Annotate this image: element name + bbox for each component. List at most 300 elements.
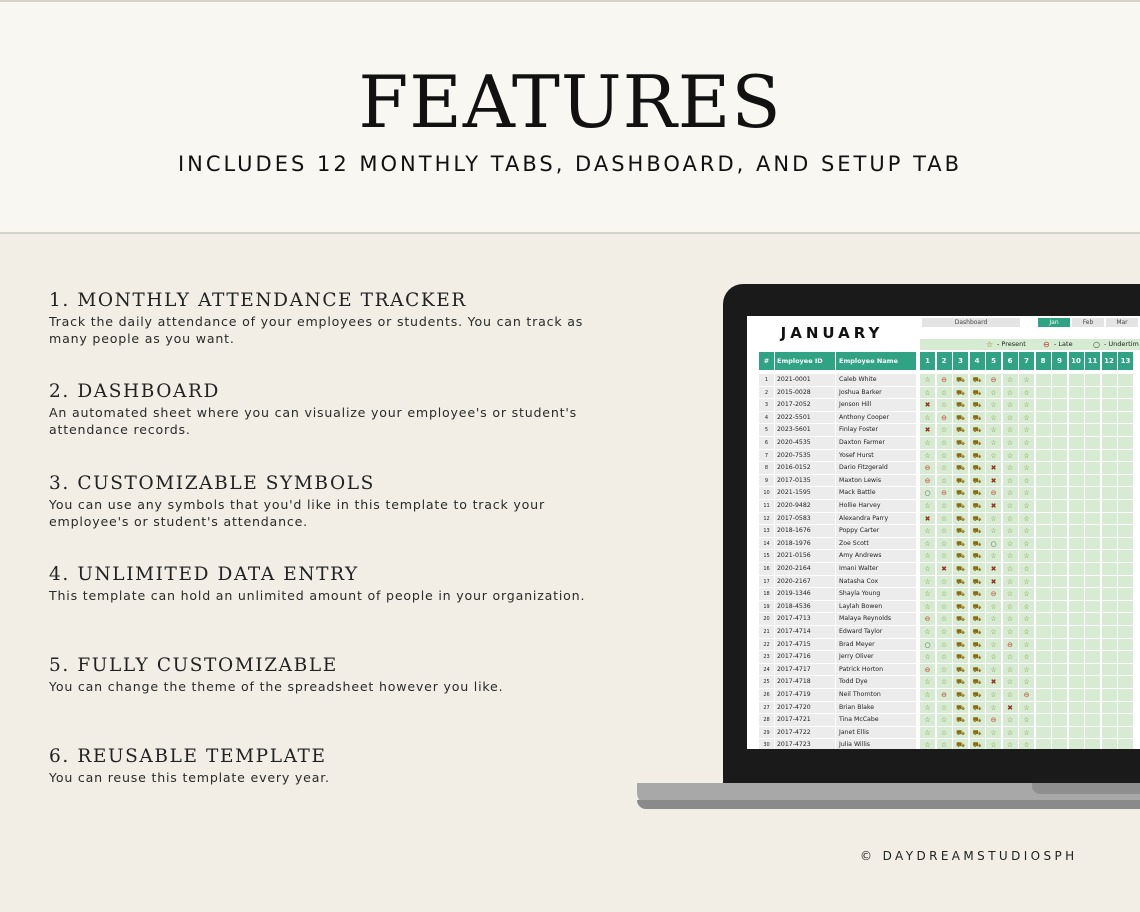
attendance-cell[interactable]	[1069, 475, 1085, 488]
attendance-cell[interactable]	[1052, 664, 1068, 677]
attendance-cell[interactable]: ⛟	[970, 538, 986, 551]
dashboard-tab[interactable]: Dashboard	[922, 318, 1020, 327]
attendance-cell[interactable]	[1069, 613, 1085, 626]
attendance-cell[interactable]	[1102, 437, 1118, 450]
attendance-cell[interactable]	[1069, 399, 1085, 412]
attendance-cell[interactable]: ⛟	[953, 576, 969, 589]
employee-id-cell[interactable]: 2017-4716	[775, 651, 835, 664]
attendance-cell[interactable]: ⛟	[953, 639, 969, 652]
attendance-cell[interactable]	[1085, 739, 1101, 749]
attendance-cell[interactable]	[1102, 689, 1118, 702]
attendance-cell[interactable]: ☆	[1019, 613, 1035, 626]
employee-name-cell[interactable]: Maxton Lewis	[836, 475, 916, 488]
attendance-cell[interactable]: ☆	[986, 639, 1002, 652]
attendance-cell[interactable]	[1069, 689, 1085, 702]
employee-id-cell[interactable]: 2017-4717	[775, 664, 835, 677]
attendance-cell[interactable]: ⛟	[970, 424, 986, 437]
attendance-cell[interactable]: ☆	[986, 437, 1002, 450]
attendance-cell[interactable]	[1052, 525, 1068, 538]
attendance-cell[interactable]: ☆	[920, 714, 936, 727]
employee-id-cell[interactable]: 2021-0001	[775, 374, 835, 387]
attendance-cell[interactable]	[1102, 676, 1118, 689]
attendance-cell[interactable]: ☆	[920, 550, 936, 563]
attendance-cell[interactable]	[1052, 450, 1068, 463]
attendance-cell[interactable]: ☆	[1019, 563, 1035, 576]
attendance-cell[interactable]: ⛟	[953, 588, 969, 601]
attendance-cell[interactable]: ☆	[920, 626, 936, 639]
employee-id-cell[interactable]: 2017-2052	[775, 399, 835, 412]
attendance-cell[interactable]: ☆	[1003, 727, 1019, 740]
attendance-cell[interactable]: ☆	[986, 739, 1002, 749]
attendance-cell[interactable]: ⊖	[1019, 689, 1035, 702]
attendance-cell[interactable]: ✖	[937, 563, 953, 576]
attendance-cell[interactable]: ☆	[1003, 487, 1019, 500]
attendance-cell[interactable]: ⛟	[953, 563, 969, 576]
attendance-cell[interactable]: ⛟	[953, 613, 969, 626]
attendance-cell[interactable]: ⛟	[953, 664, 969, 677]
day-header[interactable]: 3	[953, 352, 969, 370]
attendance-cell[interactable]: ☆	[937, 475, 953, 488]
attendance-cell[interactable]	[1069, 626, 1085, 639]
attendance-cell[interactable]	[1052, 727, 1068, 740]
attendance-cell[interactable]	[1052, 387, 1068, 400]
attendance-cell[interactable]	[1102, 462, 1118, 475]
attendance-cell[interactable]	[1085, 525, 1101, 538]
attendance-cell[interactable]	[1052, 500, 1068, 513]
attendance-cell[interactable]: ☆	[1019, 513, 1035, 526]
day-header[interactable]: 13	[1118, 352, 1134, 370]
attendance-cell[interactable]	[1102, 651, 1118, 664]
attendance-cell[interactable]: ☆	[1003, 613, 1019, 626]
attendance-cell[interactable]: ⛟	[953, 412, 969, 425]
attendance-cell[interactable]: ⛟	[970, 513, 986, 526]
attendance-cell[interactable]	[1036, 437, 1052, 450]
employee-name-cell[interactable]: Finlay Foster	[836, 424, 916, 437]
attendance-cell[interactable]: ☆	[1003, 676, 1019, 689]
attendance-cell[interactable]	[1118, 563, 1134, 576]
attendance-cell[interactable]: ☆	[1003, 525, 1019, 538]
employee-id-cell[interactable]: 2019-1346	[775, 588, 835, 601]
attendance-cell[interactable]: ⛟	[953, 739, 969, 749]
attendance-cell[interactable]: ☆	[1003, 500, 1019, 513]
attendance-cell[interactable]	[1069, 437, 1085, 450]
attendance-cell[interactable]	[1085, 576, 1101, 589]
attendance-cell[interactable]: ☆	[1003, 714, 1019, 727]
attendance-cell[interactable]: ✖	[920, 424, 936, 437]
attendance-cell[interactable]: ⛟	[953, 601, 969, 614]
attendance-cell[interactable]	[1036, 576, 1052, 589]
attendance-cell[interactable]: ☆	[1019, 651, 1035, 664]
attendance-cell[interactable]: ⛟	[953, 702, 969, 715]
attendance-cell[interactable]: ⛟	[953, 387, 969, 400]
attendance-cell[interactable]: ☆	[986, 450, 1002, 463]
attendance-cell[interactable]	[1052, 399, 1068, 412]
attendance-cell[interactable]: ☆	[1019, 424, 1035, 437]
attendance-cell[interactable]: ☆	[1003, 450, 1019, 463]
attendance-cell[interactable]: ⛟	[953, 727, 969, 740]
attendance-cell[interactable]	[1052, 626, 1068, 639]
attendance-cell[interactable]: ⛟	[953, 525, 969, 538]
attendance-cell[interactable]	[1118, 626, 1134, 639]
attendance-cell[interactable]: ☆	[937, 601, 953, 614]
attendance-cell[interactable]: ☆	[920, 437, 936, 450]
attendance-cell[interactable]	[1036, 639, 1052, 652]
attendance-cell[interactable]	[1085, 727, 1101, 740]
attendance-cell[interactable]: ⛟	[970, 563, 986, 576]
attendance-cell[interactable]: ⛟	[953, 513, 969, 526]
attendance-cell[interactable]: ✖	[986, 576, 1002, 589]
attendance-cell[interactable]	[1036, 563, 1052, 576]
attendance-cell[interactable]	[1118, 727, 1134, 740]
attendance-cell[interactable]	[1085, 563, 1101, 576]
attendance-cell[interactable]	[1118, 374, 1134, 387]
attendance-cell[interactable]	[1102, 513, 1118, 526]
employee-id-cell[interactable]: 2017-4720	[775, 702, 835, 715]
attendance-cell[interactable]: ⛟	[953, 437, 969, 450]
attendance-cell[interactable]: ☆	[1019, 626, 1035, 639]
attendance-cell[interactable]	[1118, 664, 1134, 677]
attendance-cell[interactable]	[1052, 374, 1068, 387]
attendance-cell[interactable]	[1085, 714, 1101, 727]
attendance-cell[interactable]: ⛟	[953, 475, 969, 488]
attendance-cell[interactable]	[1069, 664, 1085, 677]
attendance-cell[interactable]	[1036, 702, 1052, 715]
attendance-cell[interactable]: ☆	[1003, 664, 1019, 677]
attendance-cell[interactable]: ⛟	[970, 702, 986, 715]
attendance-cell[interactable]	[1118, 739, 1134, 749]
day-header[interactable]: 2	[937, 352, 953, 370]
attendance-cell[interactable]: ⊖	[986, 588, 1002, 601]
attendance-cell[interactable]: ⛟	[970, 576, 986, 589]
attendance-cell[interactable]	[1085, 702, 1101, 715]
attendance-cell[interactable]: ⛟	[953, 462, 969, 475]
attendance-cell[interactable]: ☆	[1003, 601, 1019, 614]
col-header-employee-name[interactable]: Employee Name	[836, 352, 917, 370]
attendance-cell[interactable]: ⛟	[970, 475, 986, 488]
attendance-cell[interactable]: ☆	[920, 500, 936, 513]
attendance-cell[interactable]: ☆	[920, 374, 936, 387]
attendance-cell[interactable]: ☆	[1019, 412, 1035, 425]
attendance-cell[interactable]	[1102, 639, 1118, 652]
attendance-cell[interactable]: ⊖	[920, 462, 936, 475]
employee-id-cell[interactable]: 2017-4718	[775, 676, 835, 689]
attendance-cell[interactable]	[1085, 450, 1101, 463]
attendance-cell[interactable]	[1085, 639, 1101, 652]
attendance-cell[interactable]	[1102, 475, 1118, 488]
day-header[interactable]: 6	[1003, 352, 1019, 370]
attendance-cell[interactable]: ⛟	[953, 374, 969, 387]
attendance-cell[interactable]: ⊖	[1003, 639, 1019, 652]
employee-id-cell[interactable]: 2018-1976	[775, 538, 835, 551]
attendance-cell[interactable]: ✖	[986, 462, 1002, 475]
attendance-cell[interactable]	[1036, 626, 1052, 639]
attendance-cell[interactable]: ☆	[920, 563, 936, 576]
attendance-cell[interactable]	[1052, 588, 1068, 601]
attendance-cell[interactable]: ⛟	[970, 450, 986, 463]
attendance-cell[interactable]: ☆	[986, 702, 1002, 715]
employee-name-cell[interactable]: Dario Fitzgerald	[836, 462, 916, 475]
attendance-cell[interactable]: ⛟	[953, 487, 969, 500]
employee-name-cell[interactable]: Laylah Bowen	[836, 601, 916, 614]
attendance-cell[interactable]: ☆	[1019, 487, 1035, 500]
attendance-cell[interactable]	[1085, 613, 1101, 626]
attendance-cell[interactable]: ☆	[920, 727, 936, 740]
employee-id-cell[interactable]: 2020-4535	[775, 437, 835, 450]
attendance-cell[interactable]: ☆	[937, 399, 953, 412]
attendance-cell[interactable]	[1069, 525, 1085, 538]
month-tab-feb[interactable]: Feb	[1072, 318, 1104, 327]
attendance-cell[interactable]	[1052, 538, 1068, 551]
employee-name-cell[interactable]: Zoe Scott	[836, 538, 916, 551]
attendance-cell[interactable]	[1085, 387, 1101, 400]
employee-id-cell[interactable]: 2017-0135	[775, 475, 835, 488]
attendance-cell[interactable]: ⛟	[970, 676, 986, 689]
employee-id-cell[interactable]: 2017-0583	[775, 513, 835, 526]
attendance-cell[interactable]: ☆	[920, 676, 936, 689]
attendance-cell[interactable]	[1036, 475, 1052, 488]
attendance-cell[interactable]: ⛟	[970, 374, 986, 387]
attendance-cell[interactable]: ✖	[986, 563, 1002, 576]
attendance-cell[interactable]	[1069, 412, 1085, 425]
attendance-cell[interactable]	[1085, 412, 1101, 425]
attendance-cell[interactable]: ⊖	[937, 689, 953, 702]
attendance-cell[interactable]	[1102, 563, 1118, 576]
attendance-cell[interactable]: ☆	[1003, 538, 1019, 551]
attendance-cell[interactable]: ☆	[1003, 387, 1019, 400]
attendance-cell[interactable]	[1036, 525, 1052, 538]
attendance-cell[interactable]	[1036, 399, 1052, 412]
attendance-cell[interactable]	[1069, 651, 1085, 664]
attendance-cell[interactable]	[1085, 462, 1101, 475]
employee-name-cell[interactable]: Neil Thornton	[836, 689, 916, 702]
attendance-cell[interactable]	[1052, 739, 1068, 749]
day-header[interactable]: 10	[1069, 352, 1085, 370]
attendance-cell[interactable]: ☆	[937, 500, 953, 513]
attendance-cell[interactable]	[1118, 689, 1134, 702]
attendance-cell[interactable]	[1069, 739, 1085, 749]
attendance-cell[interactable]	[1069, 702, 1085, 715]
employee-name-cell[interactable]: Mack Battle	[836, 487, 916, 500]
attendance-cell[interactable]: ⊖	[986, 487, 1002, 500]
attendance-cell[interactable]	[1036, 676, 1052, 689]
attendance-cell[interactable]: ☆	[1003, 626, 1019, 639]
attendance-cell[interactable]: ☆	[920, 651, 936, 664]
attendance-cell[interactable]: ☆	[1019, 387, 1035, 400]
attendance-cell[interactable]	[1102, 487, 1118, 500]
attendance-cell[interactable]	[1085, 374, 1101, 387]
attendance-cell[interactable]: ☆	[937, 676, 953, 689]
attendance-cell[interactable]: ☆	[986, 601, 1002, 614]
attendance-cell[interactable]: ☆	[1003, 563, 1019, 576]
attendance-cell[interactable]: ☆	[920, 538, 936, 551]
employee-name-cell[interactable]: Daxton Farmer	[836, 437, 916, 450]
attendance-cell[interactable]	[1118, 651, 1134, 664]
attendance-cell[interactable]	[1102, 601, 1118, 614]
attendance-cell[interactable]: ☆	[937, 550, 953, 563]
attendance-cell[interactable]	[1069, 538, 1085, 551]
employee-name-cell[interactable]: Joshua Barker	[836, 387, 916, 400]
attendance-cell[interactable]	[1102, 714, 1118, 727]
attendance-cell[interactable]	[1102, 613, 1118, 626]
attendance-cell[interactable]: ☆	[937, 525, 953, 538]
attendance-cell[interactable]	[1118, 462, 1134, 475]
attendance-cell[interactable]: ⊖	[920, 475, 936, 488]
attendance-cell[interactable]	[1036, 651, 1052, 664]
attendance-cell[interactable]: ☆	[1019, 450, 1035, 463]
attendance-cell[interactable]: ☆	[1019, 639, 1035, 652]
attendance-cell[interactable]: ☆	[920, 601, 936, 614]
attendance-cell[interactable]: ☆	[937, 651, 953, 664]
attendance-cell[interactable]: ⛟	[970, 664, 986, 677]
attendance-cell[interactable]: ⛟	[953, 500, 969, 513]
attendance-cell[interactable]	[1085, 513, 1101, 526]
attendance-cell[interactable]	[1102, 739, 1118, 749]
attendance-cell[interactable]: ⛟	[970, 550, 986, 563]
attendance-cell[interactable]	[1085, 500, 1101, 513]
attendance-cell[interactable]	[1052, 437, 1068, 450]
attendance-cell[interactable]: ⊖	[937, 487, 953, 500]
attendance-cell[interactable]	[1069, 676, 1085, 689]
employee-name-cell[interactable]: Alexandra Parry	[836, 513, 916, 526]
attendance-cell[interactable]	[1118, 412, 1134, 425]
attendance-cell[interactable]	[1036, 588, 1052, 601]
attendance-cell[interactable]: ☆	[920, 702, 936, 715]
attendance-cell[interactable]: ☆	[920, 525, 936, 538]
attendance-cell[interactable]	[1036, 739, 1052, 749]
attendance-cell[interactable]	[1102, 374, 1118, 387]
attendance-cell[interactable]: ⛟	[970, 639, 986, 652]
attendance-cell[interactable]: ☆	[1019, 588, 1035, 601]
employee-name-cell[interactable]: Edward Taylor	[836, 626, 916, 639]
attendance-cell[interactable]: ☆	[986, 664, 1002, 677]
attendance-cell[interactable]	[1102, 525, 1118, 538]
attendance-cell[interactable]: ⛟	[970, 387, 986, 400]
attendance-cell[interactable]: ⊖	[986, 714, 1002, 727]
attendance-cell[interactable]	[1052, 601, 1068, 614]
day-header[interactable]: 1	[920, 352, 936, 370]
attendance-cell[interactable]	[1069, 563, 1085, 576]
attendance-cell[interactable]: ☆	[937, 739, 953, 749]
employee-id-cell[interactable]: 2018-4536	[775, 601, 835, 614]
attendance-cell[interactable]	[1052, 702, 1068, 715]
attendance-cell[interactable]: ☆	[1003, 475, 1019, 488]
attendance-cell[interactable]: ⛟	[970, 588, 986, 601]
attendance-cell[interactable]	[1118, 538, 1134, 551]
attendance-cell[interactable]	[1036, 613, 1052, 626]
attendance-cell[interactable]: ☆	[937, 450, 953, 463]
employee-id-cell[interactable]: 2020-2167	[775, 576, 835, 589]
attendance-cell[interactable]: ☆	[1019, 437, 1035, 450]
attendance-cell[interactable]: ⛟	[953, 550, 969, 563]
attendance-cell[interactable]: ☆	[1019, 739, 1035, 749]
attendance-cell[interactable]: ☆	[1003, 651, 1019, 664]
employee-name-cell[interactable]: Shayla Young	[836, 588, 916, 601]
attendance-cell[interactable]: ☆	[1003, 412, 1019, 425]
attendance-cell[interactable]: ⛟	[970, 739, 986, 749]
day-header[interactable]: 7	[1019, 352, 1035, 370]
attendance-cell[interactable]: ☆	[1019, 727, 1035, 740]
employee-id-cell[interactable]: 2017-4719	[775, 689, 835, 702]
attendance-cell[interactable]: ⊖	[920, 664, 936, 677]
employee-name-cell[interactable]: Brian Blake	[836, 702, 916, 715]
attendance-cell[interactable]: ☆	[920, 576, 936, 589]
attendance-cell[interactable]	[1069, 601, 1085, 614]
attendance-cell[interactable]	[1036, 714, 1052, 727]
attendance-cell[interactable]	[1069, 714, 1085, 727]
attendance-cell[interactable]: ⛟	[953, 538, 969, 551]
attendance-cell[interactable]: ⊖	[986, 374, 1002, 387]
attendance-cell[interactable]	[1118, 588, 1134, 601]
attendance-cell[interactable]: ⛟	[953, 714, 969, 727]
attendance-cell[interactable]: ☆	[1019, 374, 1035, 387]
employee-name-cell[interactable]: Brad Meyer	[836, 639, 916, 652]
employee-id-cell[interactable]: 2020-9482	[775, 500, 835, 513]
attendance-cell[interactable]: ⛟	[970, 613, 986, 626]
employee-name-cell[interactable]: Todd Dye	[836, 676, 916, 689]
day-header[interactable]: 5	[986, 352, 1002, 370]
employee-name-cell[interactable]: Hollie Harvey	[836, 500, 916, 513]
attendance-cell[interactable]	[1118, 424, 1134, 437]
attendance-cell[interactable]	[1036, 689, 1052, 702]
attendance-cell[interactable]	[1102, 550, 1118, 563]
employee-name-cell[interactable]: Yosef Hurst	[836, 450, 916, 463]
attendance-cell[interactable]: ○	[920, 487, 936, 500]
attendance-cell[interactable]	[1118, 576, 1134, 589]
employee-id-cell[interactable]: 2017-4722	[775, 727, 835, 740]
employee-id-cell[interactable]: 2017-4721	[775, 714, 835, 727]
attendance-cell[interactable]: ☆	[986, 513, 1002, 526]
attendance-cell[interactable]: ☆	[937, 639, 953, 652]
attendance-cell[interactable]: ☆	[986, 651, 1002, 664]
attendance-cell[interactable]: ☆	[920, 588, 936, 601]
day-header[interactable]: 11	[1085, 352, 1101, 370]
attendance-cell[interactable]	[1069, 588, 1085, 601]
attendance-cell[interactable]: ☆	[937, 513, 953, 526]
attendance-cell[interactable]: ☆	[1003, 374, 1019, 387]
attendance-cell[interactable]: ⛟	[953, 651, 969, 664]
attendance-cell[interactable]	[1102, 727, 1118, 740]
attendance-cell[interactable]: ☆	[1019, 664, 1035, 677]
attendance-cell[interactable]: ☆	[920, 689, 936, 702]
attendance-cell[interactable]: ☆	[1003, 739, 1019, 749]
attendance-cell[interactable]	[1052, 563, 1068, 576]
attendance-cell[interactable]: ✖	[920, 399, 936, 412]
attendance-cell[interactable]: ☆	[937, 613, 953, 626]
employee-id-cell[interactable]: 2022-5501	[775, 412, 835, 425]
attendance-cell[interactable]: ☆	[986, 412, 1002, 425]
attendance-cell[interactable]: ☆	[1019, 550, 1035, 563]
attendance-cell[interactable]: ☆	[937, 437, 953, 450]
attendance-cell[interactable]: ⛟	[970, 601, 986, 614]
employee-id-cell[interactable]: 2021-0156	[775, 550, 835, 563]
attendance-cell[interactable]	[1036, 462, 1052, 475]
attendance-cell[interactable]	[1052, 676, 1068, 689]
attendance-cell[interactable]	[1069, 727, 1085, 740]
attendance-cell[interactable]: ✖	[920, 513, 936, 526]
attendance-cell[interactable]	[1052, 412, 1068, 425]
attendance-cell[interactable]: ☆	[1019, 475, 1035, 488]
attendance-cell[interactable]	[1102, 500, 1118, 513]
attendance-cell[interactable]	[1102, 588, 1118, 601]
attendance-cell[interactable]: ☆	[1019, 676, 1035, 689]
attendance-cell[interactable]: ⛟	[970, 689, 986, 702]
attendance-cell[interactable]	[1085, 487, 1101, 500]
employee-name-cell[interactable]: Tina McCabe	[836, 714, 916, 727]
attendance-cell[interactable]	[1085, 437, 1101, 450]
attendance-cell[interactable]	[1069, 513, 1085, 526]
attendance-cell[interactable]	[1118, 387, 1134, 400]
attendance-cell[interactable]	[1036, 513, 1052, 526]
